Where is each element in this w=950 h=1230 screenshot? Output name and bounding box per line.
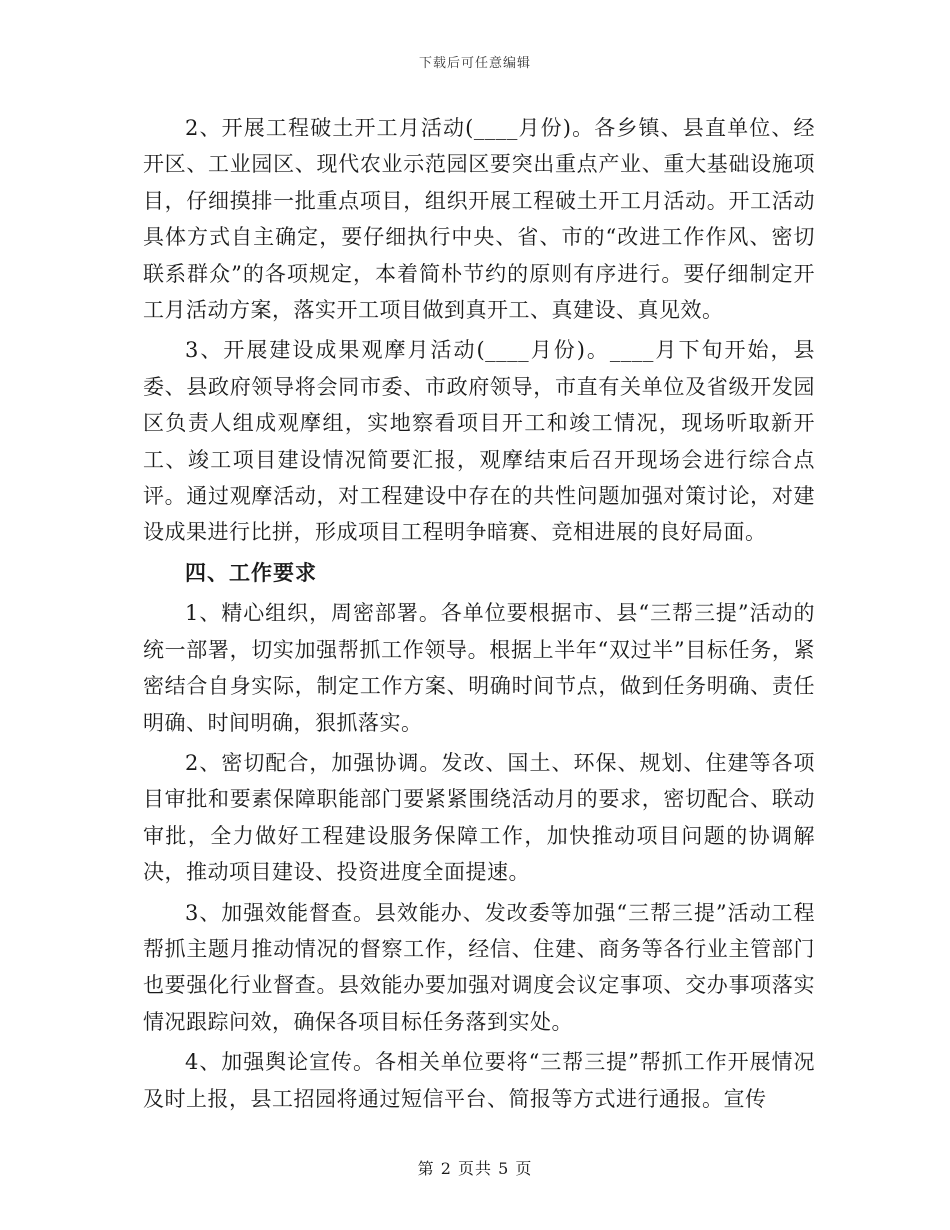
page-header: 下载后可任意编辑 — [418, 56, 531, 71]
page-footer: 第 2 页共 5 页 — [417, 1159, 533, 1178]
document-body — [143, 110, 815, 1117]
paragraph-req-1-organize: 1、精心组织，周密部署。各单位要根据市、县“三帮三提”活动的统一部署，切实加强帮抓工作领导。根据上半年“双过半”目标任务，紧密结合自身实际，制定工作方案、明确时间节点，做到任务明确、责任明确、时间明确，狠抓落实。 — [143, 601, 815, 735]
paragraph-3-observation: 3、开展建设成果观摩月活动(____月份)。____月下旬开始，县委、县政府领导将会同市委、市政府领导，市直有关单位及省级开发园区负责人组成观摩组，实地察看项目开工和竣工情况，现场听取新开工、竣工项目建设情况简要汇报，观摩结束后召开现场会进行综合点评。通过观摩活动，对工程建设中存在的共性问题加强对策讨论，对建设成果进行比拼，形成项目工程明争暗赛、竞相进展的良好局面。 — [143, 338, 815, 545]
section-heading-work-requirements: 四、工作要求 — [185, 560, 317, 585]
paragraph-req-2-coordinate: 2、密切配合，加强协调。发改、国土、环保、规划、住建等各项目审批和要素保障职能部门要紧紧围绕活动月的要求，密切配合、联动审批，全力做好工程建设服务保障工作，加快推动项目问题的协调解决，推动项目建设、投资进度全面提速。 — [143, 750, 815, 885]
paragraph-2-groundbreaking: 2、开展工程破土开工月活动(____月份)。各乡镇、县直单位、经开区、工业园区、现代农业示范园区要突出重点产业、重大基础设施项目，仔细摸排一批重点项目，组织开展工程破土开工月活动。开工活动具体方式自主确定，要仔细执行中央、省、市的“改进工作作风、密切联系群众”的各项规定，本着简朴节约的原则有序进行。要仔细制定开工月活动方案，落实开工项目做到真开工、真建设、真见效。 — [143, 116, 815, 323]
paragraph-req-4-publicity: 4、加强舆论宣传。各相关单位要将“三帮三提”帮抓工作开展情况及时上报，县工招园将通过短信平台、简报等方式进行通报。宣传 — [143, 1050, 815, 1111]
paragraph-req-3-supervision: 3、加强效能督查。县效能办、发改委等加强“三帮三提”活动工程帮抓主题月推动情况的督察工作，经信、住建、商务等各行业主管部门也要强化行业督查。县效能办要加强对调度会议定事项、交办事项落实情况跟踪问效，确保各项目标任务落到实处。 — [143, 900, 815, 1034]
